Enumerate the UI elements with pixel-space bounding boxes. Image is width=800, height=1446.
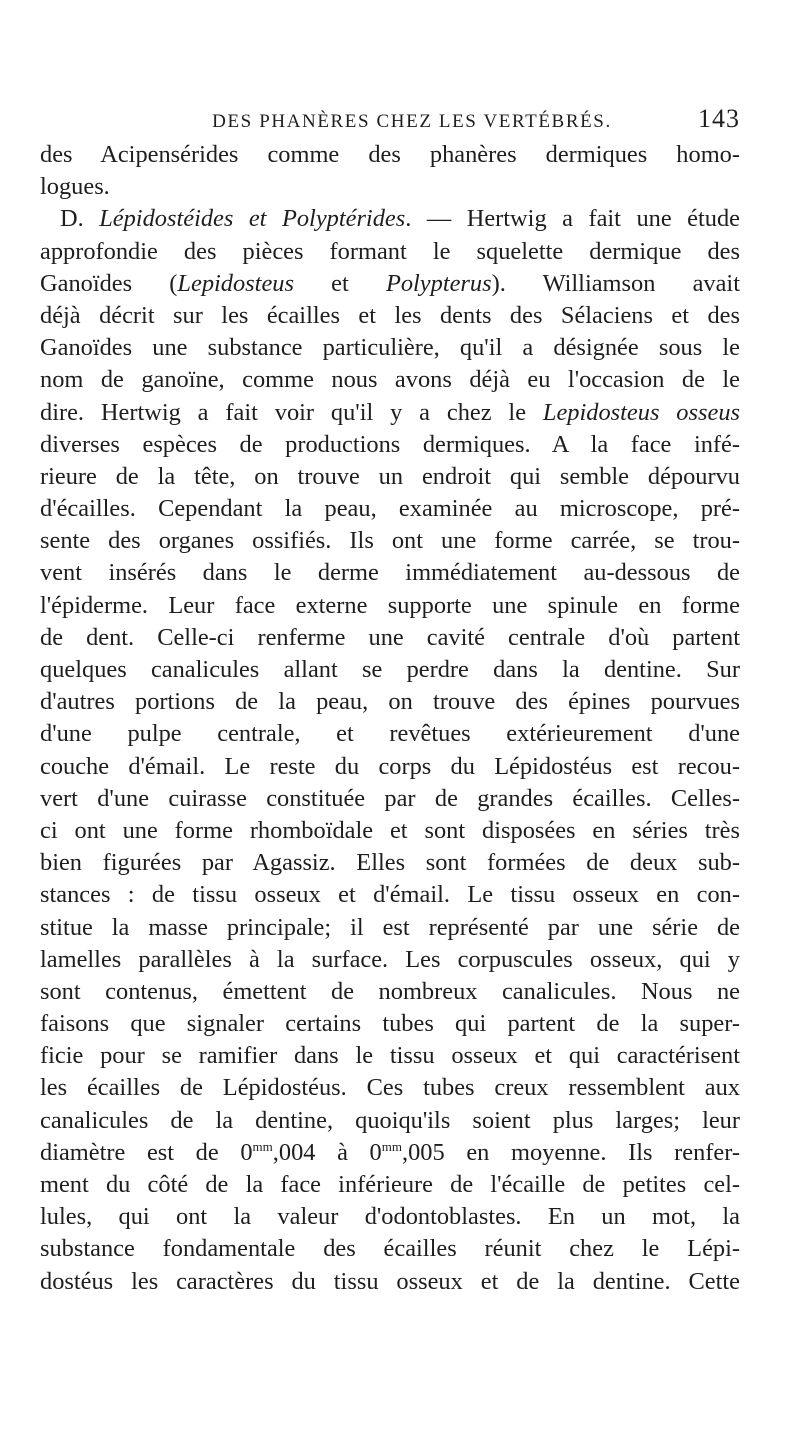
- text-line: nom de ganoïne, comme nous avons déjà eu l'occasion de le: [40, 366, 740, 394]
- text-line: substance fondamentale des écailles réunit chez le Lépi-: [40, 1235, 740, 1263]
- text-segment: diamètre est de 0: [40, 1138, 253, 1166]
- text-segment: ,004 à 0: [272, 1138, 382, 1166]
- text-line: sont contenus, émettent de nombreux canalicules. Nous ne: [40, 977, 740, 1005]
- text-line: stitue la masse principale; il est représenté par une série de: [40, 913, 740, 941]
- text-line: approfondie des pièces formant le squelette dermique des: [40, 237, 740, 265]
- text-segment: Ganoïdes (: [40, 269, 178, 297]
- text-line: logues.: [40, 173, 110, 201]
- text-line: l'épiderme. Leur face externe supporte une spinule en forme: [40, 591, 740, 619]
- page-header: [96, 104, 740, 136]
- text-line: ci ont une forme rhomboïdale et sont disposées en séries très: [40, 816, 740, 844]
- text-line: d'une pulpe centrale, et revêtues extérieurement d'une: [40, 720, 740, 748]
- text-line: lules, qui ont la valeur d'odontoblastes. En un mot, la: [40, 1203, 740, 1231]
- italic-text: Lepidosteus: [177, 269, 294, 297]
- text-line: rieure de la tête, on trouve un endroit qui semble dépourvu: [40, 462, 740, 490]
- text-line: [40, 397, 740, 429]
- text-line: bien figurées par Agassiz. Elles sont formées de deux sub-: [40, 849, 740, 877]
- body-text: [40, 139, 740, 1298]
- text-line: d'écailles. Cependant la peau, examinée au microscope, pré-: [40, 495, 740, 523]
- text-line: les écailles de Lépidostéus. Ces tubes creux ressemblent aux: [40, 1074, 740, 1102]
- text-line: ficie pour se ramifier dans le tissu osseux et qui caractérisent: [40, 1042, 740, 1070]
- text-line: des Acipensérides comme des phanères dermiques homo-: [40, 141, 740, 168]
- text-line: lamelles parallèles à la surface. Les corpuscules osseux, qui y: [40, 945, 740, 973]
- page-number: 143: [698, 104, 740, 133]
- text-segment: . — Hertwig a fait une étude: [405, 205, 740, 233]
- text-line: ment du côté de la face inférieure de l'écaille de petites cel-: [40, 1171, 740, 1198]
- text-line: vert d'une cuirasse constituée par de grandes écailles. Celles-: [40, 784, 740, 812]
- text-segment: ). Williamson avait: [491, 269, 740, 297]
- text-segment: ,005 en moyenne. Ils renfer-: [402, 1138, 740, 1166]
- italic-text: Lepidosteus osseus: [542, 398, 741, 426]
- italic-text: Polypterus: [385, 269, 492, 297]
- text-segment: dire. Hertwig a fait voir qu'il y a chez le: [40, 398, 543, 426]
- unit-superscript: mm: [252, 1138, 273, 1154]
- italic-text: Lépidostéides et Polyptérides: [99, 205, 406, 233]
- text-line: Ganoïdes une substance particulière, qu'il a désignée sous le: [40, 334, 740, 362]
- text-line: sente des organes ossifiés. Ils ont une forme carrée, se trou-: [40, 527, 740, 555]
- text-line: dostéus les caractères du tissu osseux et de la dentine. Cette: [40, 1267, 740, 1295]
- running-head: DES PHANÈRES CHEZ LES VERTÉBRÉS.: [212, 111, 612, 132]
- text-line: couche d'émail. Le reste du corps du Lépidostéus est recou-: [40, 752, 740, 780]
- text-line: stances : de tissu osseux et d'émail. Le tissu osseux en con-: [40, 881, 740, 909]
- text-line: déjà décrit sur les écailles et les dents des Sélaciens et des: [40, 301, 740, 329]
- text-line: canalicules de la dentine, quoiqu'ils soient plus larges; leur: [40, 1106, 740, 1134]
- text-line: [40, 268, 740, 300]
- text-segment: D.: [60, 205, 100, 233]
- text-line: [40, 203, 740, 235]
- unit-superscript: mm: [381, 1138, 402, 1154]
- text-line: vent insérés dans le derme immédiatement au-dessous de: [40, 559, 740, 587]
- text-line: [40, 1137, 740, 1169]
- text-line: diverses espèces de productions dermiques. A la face infé-: [40, 430, 740, 458]
- text-line: d'autres portions de la peau, on trouve des épines pourvues: [40, 688, 740, 716]
- text-line: de dent. Celle-ci renferme une cavité centrale d'où partent: [40, 623, 740, 651]
- text-line: faisons que signaler certains tubes qui partent de la super-: [40, 1010, 740, 1038]
- text-segment: et: [293, 269, 386, 297]
- text-line: quelques canalicules allant se perdre dans la dentine. Sur: [40, 656, 740, 683]
